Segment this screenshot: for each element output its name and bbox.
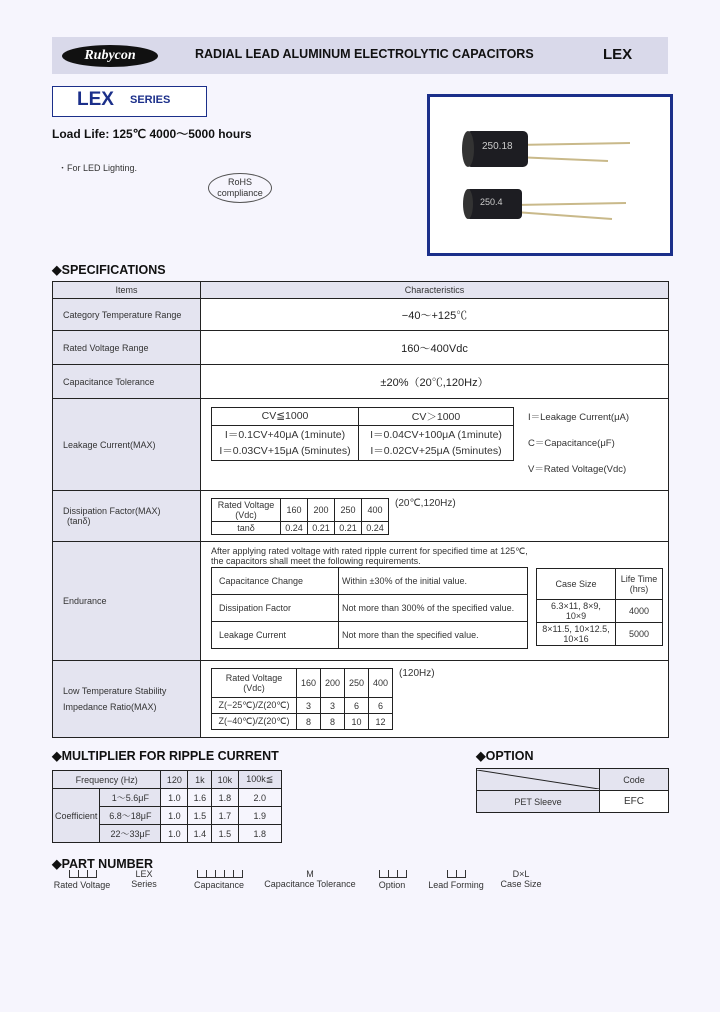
load-life: Load Life: 125℃ 4000～5000 hours bbox=[52, 127, 252, 141]
lt-value: 8 bbox=[321, 714, 345, 730]
ripple-freq: 100k≦ bbox=[238, 771, 281, 789]
ripple-freq: 1k bbox=[188, 771, 212, 789]
lt-volt: 200 bbox=[321, 669, 345, 698]
life-case-size-header: Case Size bbox=[537, 569, 616, 600]
col-characteristics-header: Characteristics bbox=[201, 282, 669, 299]
df-row-label: tanδ bbox=[212, 521, 281, 534]
leakage-note-i: I＝Leakage Current(μA) bbox=[528, 411, 630, 423]
lt-value: 3 bbox=[321, 698, 345, 714]
leakage-label: Leakage Current(MAX) bbox=[53, 399, 201, 491]
ripple-frequency-label: Frequency (Hz) bbox=[53, 771, 161, 789]
part-number-title: ◆PART NUMBER bbox=[52, 857, 154, 871]
lt-value: 3 bbox=[297, 698, 321, 714]
life-case-size: 6.3×11, 8×9, 10×9 bbox=[537, 600, 616, 623]
lt-condition: (120Hz) bbox=[399, 668, 435, 679]
capacitor-illustration bbox=[430, 97, 670, 253]
pn-boxes bbox=[197, 870, 242, 877]
lt-value: 12 bbox=[369, 714, 393, 730]
df-label-tand: (tanδ) bbox=[67, 516, 91, 526]
endurance-df: Dissipation Factor bbox=[212, 595, 339, 622]
df-volt: 200 bbox=[308, 498, 335, 521]
ripple-value: 2.0 bbox=[238, 789, 281, 807]
ripple-coefficient-label: Coefficient bbox=[53, 789, 100, 843]
ripple-range: 22～33μF bbox=[100, 825, 161, 843]
df-value: 0.21 bbox=[335, 521, 362, 534]
pn-rated-voltage bbox=[52, 870, 112, 890]
voltage-range-label: Rated Voltage Range bbox=[53, 331, 201, 365]
ripple-value: 1.0 bbox=[161, 807, 188, 825]
pn-code: LEX bbox=[135, 869, 153, 879]
product-photo bbox=[427, 94, 673, 256]
leakage-high-5min: I＝0.02CV+25μA (5minutes) bbox=[370, 444, 502, 457]
ripple-value: 1.4 bbox=[188, 825, 212, 843]
life-hours: 4000 bbox=[616, 600, 663, 623]
df-volt: 250 bbox=[335, 498, 362, 521]
tolerance-value: ±20%（20℃,120Hz） bbox=[201, 365, 669, 399]
series-code: LEX bbox=[603, 46, 633, 63]
pn-series bbox=[124, 870, 164, 889]
df-condition: (20℃,120Hz) bbox=[395, 497, 456, 509]
ripple-value: 1.7 bbox=[212, 807, 238, 825]
pn-lead-forming bbox=[424, 870, 488, 890]
df-value: 0.24 bbox=[281, 521, 308, 534]
option-code-header: Code bbox=[600, 769, 669, 791]
capacitor-1-label: 250.18 bbox=[482, 141, 513, 152]
lt-volt: 160 bbox=[297, 669, 321, 698]
temp-range-label: Category Temperature Range bbox=[53, 299, 201, 331]
pn-tolerance bbox=[264, 870, 356, 889]
pn-capacitance bbox=[188, 870, 250, 890]
lt-ratio-25: Z(−25℃)/Z(20℃) bbox=[212, 698, 297, 714]
endurance-df-value: Not more than 300% of the specified value. bbox=[339, 595, 528, 622]
leakage-low-5min: I＝0.03CV+15μA (5minutes) bbox=[219, 444, 351, 457]
leakage-low-1min: I＝0.1CV+40μA (1minute) bbox=[224, 428, 346, 441]
pn-code: M bbox=[306, 869, 314, 879]
ripple-freq: 120 bbox=[161, 771, 188, 789]
specifications-table bbox=[52, 281, 669, 738]
ripple-table bbox=[52, 770, 282, 843]
option-title: ◆OPTION bbox=[476, 749, 534, 763]
voltage-range-value: 160～400Vdc bbox=[201, 331, 669, 365]
ripple-value: 1.6 bbox=[188, 789, 212, 807]
ripple-value: 1.8 bbox=[238, 825, 281, 843]
endurance-leakage-value: Not more than the specified value. bbox=[339, 622, 528, 649]
df-voltage-header: Rated Voltage (Vdc) bbox=[212, 498, 281, 521]
endurance-cap-change-value: Within ±30% of the initial value. bbox=[339, 568, 528, 595]
lt-table bbox=[211, 668, 393, 730]
lt-value: 6 bbox=[369, 698, 393, 714]
temp-range-value: −40～+125℃ bbox=[201, 299, 669, 331]
ripple-value: 1.0 bbox=[161, 825, 188, 843]
ripple-value: 1.5 bbox=[212, 825, 238, 843]
pn-boxes bbox=[69, 870, 96, 877]
lt-value: 10 bbox=[345, 714, 369, 730]
part-number-row bbox=[52, 870, 612, 896]
brand-logo: Rubycon bbox=[62, 45, 158, 67]
ripple-value: 1.8 bbox=[212, 789, 238, 807]
pn-label: Series bbox=[131, 879, 157, 889]
leakage-table bbox=[211, 407, 514, 461]
df-value: 0.24 bbox=[362, 521, 389, 534]
df-value: 0.21 bbox=[308, 521, 335, 534]
endurance-table bbox=[211, 567, 528, 649]
leakage-note-c: C＝Capacitance(μF) bbox=[528, 437, 615, 449]
tolerance-label: Capacitance Tolerance bbox=[53, 365, 201, 399]
col-items-header: Items bbox=[53, 282, 201, 299]
df-label: Dissipation Factor(MAX) bbox=[63, 506, 161, 516]
endurance-intro-1: After applying rated voltage with rated ripple current for specified time at 125℃, bbox=[211, 546, 528, 556]
life-time-table bbox=[536, 568, 663, 646]
pn-code: D×L bbox=[512, 869, 530, 879]
pn-boxes bbox=[379, 870, 406, 877]
lt-voltage-header: Rated Voltage (Vdc) bbox=[212, 669, 297, 698]
life-case-size: 8×11.5, 10×12.5, 10×16 bbox=[537, 623, 616, 646]
rohs-line2: compliance bbox=[217, 188, 263, 198]
option-header-diagonal bbox=[477, 769, 600, 791]
pn-label: Rated Voltage bbox=[53, 880, 111, 890]
capacitor-2-label: 250.4 bbox=[480, 197, 503, 207]
ripple-range: 1～5.6μF bbox=[100, 789, 161, 807]
df-volt: 160 bbox=[281, 498, 308, 521]
option-table bbox=[476, 768, 669, 813]
endurance-cap-change: Capacitance Change bbox=[212, 568, 339, 595]
pn-label: Lead Forming bbox=[428, 880, 484, 890]
rohs-badge bbox=[208, 173, 272, 203]
leakage-high-1min: I＝0.04CV+100μA (1minute) bbox=[370, 428, 502, 441]
ripple-value: 1.5 bbox=[188, 807, 212, 825]
option-item: PET Sleeve bbox=[477, 791, 600, 813]
ripple-title: ◆MULTIPLIER FOR RIPPLE CURRENT bbox=[52, 749, 279, 763]
leakage-note-v: V＝Rated Voltage(Vdc) bbox=[528, 463, 627, 475]
rohs-line1: RoHS bbox=[227, 177, 252, 187]
life-hours: 5000 bbox=[616, 623, 663, 646]
ripple-value: 1.9 bbox=[238, 807, 281, 825]
lt-value: 8 bbox=[297, 714, 321, 730]
life-hours-header: Life Time (hrs) bbox=[616, 569, 663, 600]
pn-label: Capacitance bbox=[193, 880, 245, 890]
endurance-intro-2: the capacitors shall meet the following requirements. bbox=[211, 556, 421, 566]
lt-volt: 400 bbox=[369, 669, 393, 698]
pn-option bbox=[370, 870, 414, 890]
pn-case-size bbox=[496, 870, 546, 889]
pn-label: Case Size bbox=[500, 879, 542, 889]
lt-label: Low Temperature Stability bbox=[63, 686, 167, 696]
document-title: RADIAL LEAD ALUMINUM ELECTROLYTIC CAPACITORS bbox=[195, 47, 534, 61]
ripple-range: 6.8～18μF bbox=[100, 807, 161, 825]
leakage-header-low: CV≦1000 bbox=[212, 407, 359, 425]
ripple-freq: 10k bbox=[212, 771, 238, 789]
df-volt: 400 bbox=[362, 498, 389, 521]
lt-value: 6 bbox=[345, 698, 369, 714]
pn-boxes bbox=[447, 870, 465, 877]
pn-label: Option bbox=[378, 880, 406, 890]
endurance-label: Endurance bbox=[53, 542, 201, 661]
series-name: LEX bbox=[77, 89, 114, 110]
ripple-value: 1.0 bbox=[161, 789, 188, 807]
lt-label-impedance: Impedance Ratio(MAX) bbox=[63, 702, 157, 712]
leakage-header-high: CV＞1000 bbox=[359, 407, 514, 425]
feature-note: ・For LED Lighting. bbox=[58, 163, 138, 173]
specifications-title: ◆SPECIFICATIONS bbox=[52, 263, 166, 277]
option-code: EFC bbox=[600, 791, 669, 813]
lt-ratio-40: Z(−40℃)/Z(20℃) bbox=[212, 714, 297, 730]
series-word: SERIES bbox=[130, 94, 171, 106]
df-table bbox=[211, 498, 389, 535]
lt-volt: 250 bbox=[345, 669, 369, 698]
endurance-leakage: Leakage Current bbox=[212, 622, 339, 649]
pn-label: Capacitance Tolerance bbox=[264, 879, 356, 889]
